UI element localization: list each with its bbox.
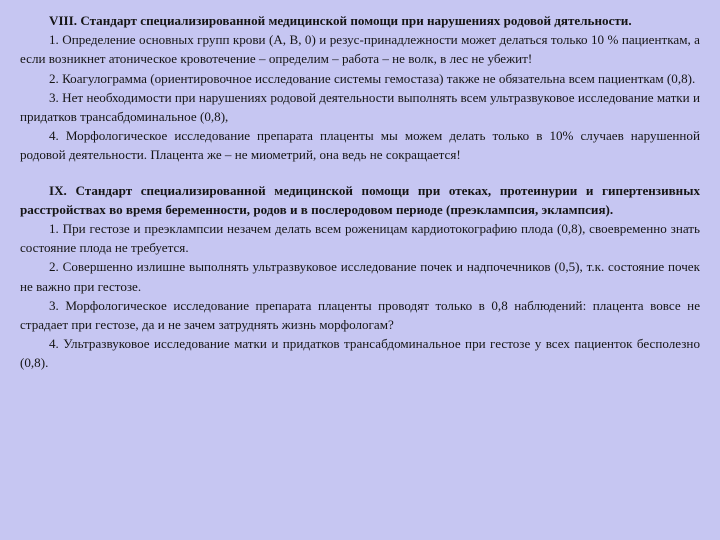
list-item: 4. Морфологическое исследование препарата плаценты мы можем делать только в 10% случаев нарушенной родовой деятельности. Плацента же – не миометрий, она ведь не сокращается! [20, 128, 700, 163]
list-item: 2. Коагулограмма (ориентировочное исследование системы гемостаза) также не обязательна всем пациенткам (0,8). [49, 70, 696, 86]
section-viii [20, 11, 700, 165]
list-item: 3. Морфологическое исследование препарата плаценты проводят только в 0,8 наблюдений: плацента вовсе не страдает при гестозе, да и не зачем затруднять жизнь морфологам? [20, 297, 700, 333]
section-ix [20, 181, 700, 373]
section-title: Стандарт специализированной медицинской помощи при нарушениях родовой дятельности. [80, 13, 632, 28]
section-number: IX. [49, 182, 67, 198]
list-item: 4. Ультразвуковое исследование матки и придатков трансабдоминальное при гестозе у всех пациенток бесполезно (0,8). [20, 336, 700, 371]
section-title: Стандарт специализированной медицинской помощи при отеках, протеинурии и гипертензивных расстройствах во время беременности, родов и в послеродовом периоде (преэклампсия, эклампсия). [20, 182, 700, 217]
list-item: 1. Определение основных групп крови (А, В, 0) и резус-принадлежности может делаться только 10 % пациенткам, а если возникнет атоническое кровотечение – определим – работа – не волк, в лес не убежит! [20, 32, 700, 67]
section-heading [20, 181, 700, 219]
list-item: 3. Нет необходимости при нарушениях родовой деятельности выполнять всем ультразвуковое исследование матки и придатков трансабдоминальное (0,8), [20, 89, 700, 125]
document-page [20, 11, 700, 373]
section-heading [20, 11, 700, 30]
list-item: 2. Совершенно излишне выполнять ультразвуковое исследование почек и надпочечников (0,5), т.к. состояние почек не важно при гестозе. [20, 259, 700, 294]
list-item: 1. При гестозе и преэклампсии незачем делать всем роженицам кардиотокографию плода (0,8), своевременно знать состояние плода не требуется. [20, 221, 700, 256]
section-number: VIII. [49, 13, 78, 28]
